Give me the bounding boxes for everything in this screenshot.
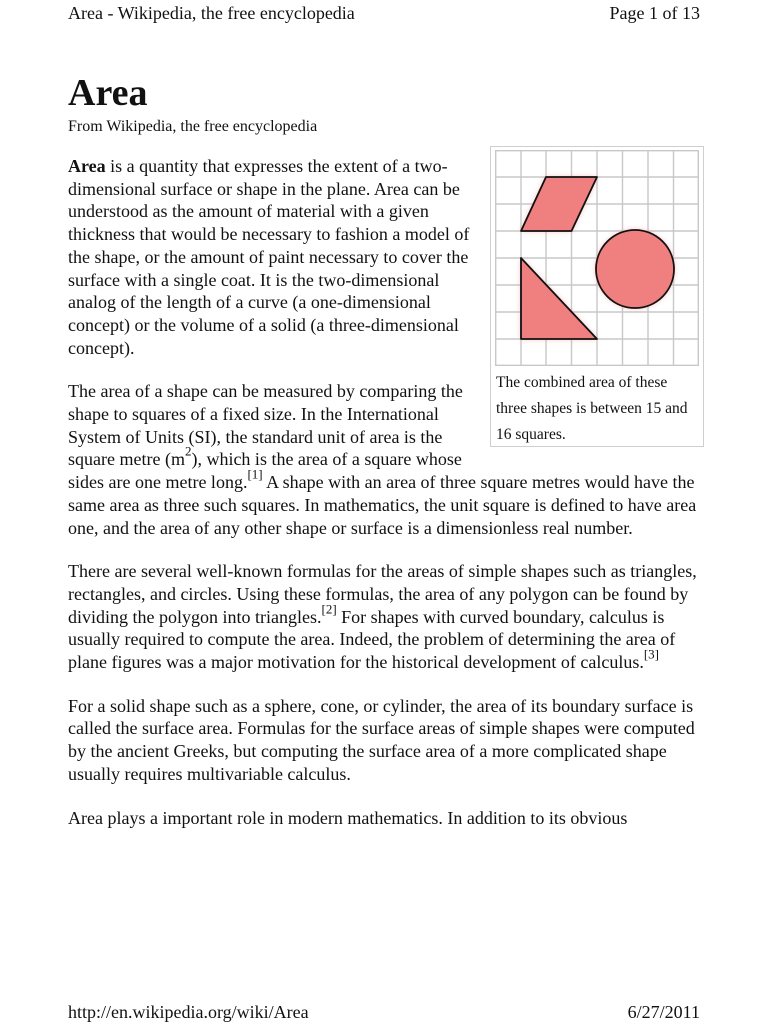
formulas-text-a: There are several well-known formulas for the areas of simple shapes such as triangles, rectangles, and circles. Using these formulas, the area of any polygon can be found by dividing the polygon into triangles.: [68, 561, 697, 627]
formulas-text-b: For shapes with curved boundary, calculus is usually required to compute the area. Indeed, the problem of determining the area of plane figures was a major motivation for the historical development of calculus.: [68, 606, 676, 673]
area-shapes-illustration: [495, 150, 699, 366]
measurement-text-c: A shape with an area of three square metres would have the same area as three such squares. In mathematics, the unit square is defined to have area one, and the area of any other shape or surface is a dimensionless real number.: [68, 472, 697, 538]
paragraph-modern-math: Area plays a important role in modern mathematics. In addition to its obvious: [68, 807, 628, 828]
measurement-text-b: ), which is the area of a square whose sides are one metre long.: [68, 449, 462, 493]
intro-text: is a quantity that expresses the extent of a two-dimensional surface or shape in the plane. Area can be understood as the amount of material with a given thickness that would be necessary to fashion a model of the shape, or the amount of paint necessary to cover the surface with a single coat. It is the two-dimensional analog of the length of a curve (a one-dimensional concept) or the volume of a solid (a three-dimensional concept).: [68, 156, 470, 358]
article-subtitle: From Wikipedia, the free encyclopedia: [68, 118, 318, 135]
citation-3[interactable]: [3]: [643, 646, 659, 662]
figure-caption: The combined area of these three shapes is between 15 and 16 squares.: [496, 374, 688, 443]
page-url: http://en.wikipedia.org/wiki/Area: [68, 1002, 309, 1022]
term-area: Area: [68, 156, 106, 176]
circle-shape: [596, 230, 674, 308]
citation-1[interactable]: [1]: [247, 466, 263, 482]
citation-2[interactable]: [2]: [321, 600, 337, 616]
exponent: 2: [184, 443, 192, 459]
area-figure: [490, 146, 704, 447]
page-number: Page 1 of 13: [609, 3, 700, 23]
document-title: Area - Wikipedia, the free encyclopedia: [68, 3, 355, 23]
paragraph-formulas: [68, 560, 700, 674]
triangle-shape: [521, 258, 597, 339]
print-date: 6/27/2011: [627, 1002, 700, 1022]
page-title: Area: [68, 72, 148, 114]
paragraph-surface-area: For a solid shape such as a sphere, cone, or cylinder, the area of its boundary surface is called the surface area. Formulas for the surface areas of simple shapes were computed by the ancient Greeks, but computing the surface area of a more complicated shape usually requires multivariable calculus.: [68, 695, 695, 784]
measurement-text-a: The area of a shape can be measured by comparing the shape to squares of a fixed size. In the International System of Units (SI), the standard unit of area is the square metre (m: [68, 381, 463, 470]
article-body: [68, 155, 700, 850]
